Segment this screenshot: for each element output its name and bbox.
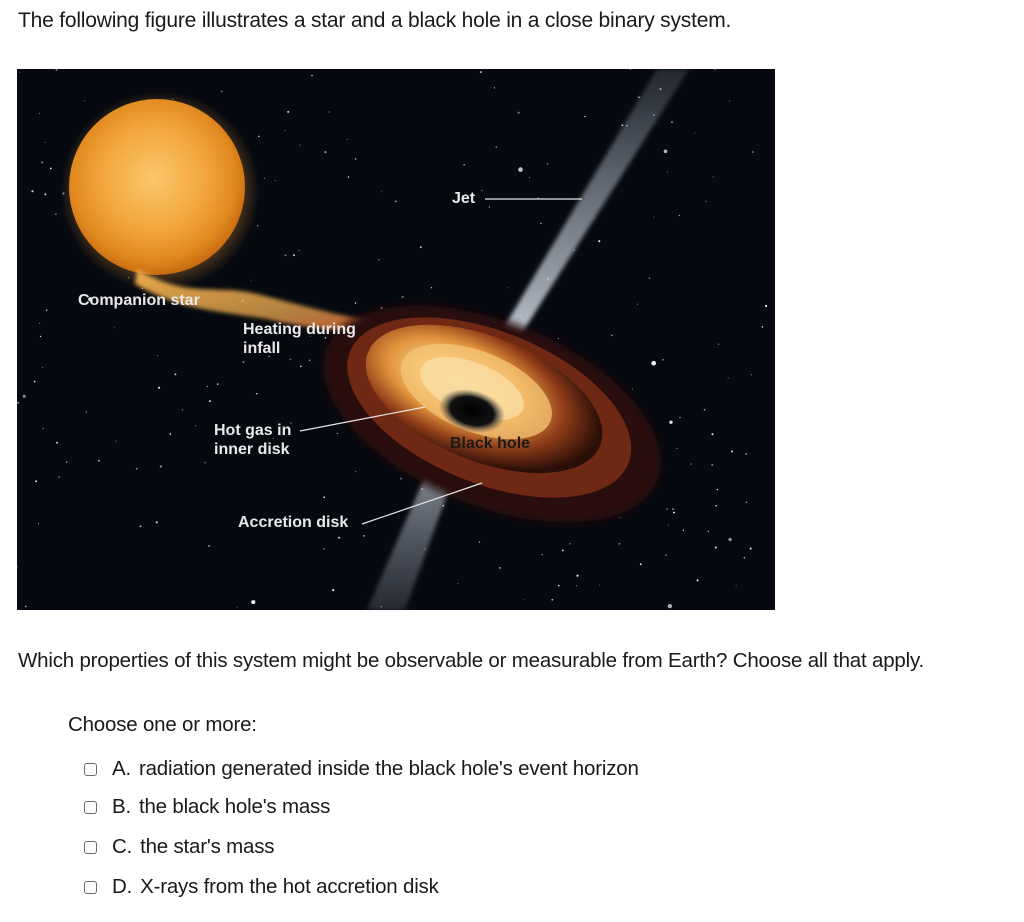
upper-jet bbox=[497, 69, 689, 341]
background-star bbox=[156, 521, 158, 523]
background-star bbox=[542, 554, 543, 555]
option-b-text: the black hole's mass bbox=[138, 795, 331, 818]
background-star bbox=[679, 417, 680, 418]
background-star bbox=[25, 606, 27, 608]
background-star bbox=[42, 367, 43, 368]
background-star bbox=[299, 145, 300, 146]
background-star bbox=[40, 336, 41, 337]
background-star bbox=[551, 599, 553, 601]
background-star bbox=[420, 246, 422, 248]
option-b-checkbox[interactable] bbox=[84, 801, 97, 814]
background-star bbox=[55, 213, 57, 215]
background-star bbox=[41, 161, 43, 163]
background-star bbox=[673, 512, 675, 514]
background-star bbox=[348, 176, 350, 178]
background-star bbox=[251, 600, 255, 604]
question-text: Which properties of this system might be observable or measurable from Earth? Choose all that apply. bbox=[18, 649, 924, 672]
background-star bbox=[208, 545, 210, 547]
background-star bbox=[499, 567, 501, 569]
background-star bbox=[668, 525, 669, 526]
background-star bbox=[481, 190, 482, 191]
label-black-hole: Black hole bbox=[450, 435, 531, 452]
background-star bbox=[518, 167, 523, 172]
background-star bbox=[182, 409, 183, 410]
background-star bbox=[632, 389, 633, 390]
background-star bbox=[355, 302, 357, 304]
background-star bbox=[518, 112, 520, 114]
background-star bbox=[729, 100, 730, 101]
background-star bbox=[664, 149, 668, 153]
background-star bbox=[116, 441, 117, 442]
background-star bbox=[257, 225, 258, 226]
background-star bbox=[39, 323, 40, 324]
background-star bbox=[431, 287, 432, 288]
label-accretion-disk: Accretion disk bbox=[238, 514, 349, 531]
background-star bbox=[728, 538, 731, 541]
background-star bbox=[195, 425, 196, 426]
label-heating-during-infall: Heating during infall bbox=[243, 321, 356, 357]
background-star bbox=[711, 433, 713, 435]
background-star bbox=[640, 563, 642, 565]
background-star bbox=[672, 508, 674, 510]
background-star bbox=[569, 543, 570, 544]
background-star bbox=[653, 217, 654, 218]
background-star bbox=[355, 158, 357, 160]
background-star bbox=[715, 505, 717, 507]
background-star bbox=[258, 136, 260, 138]
background-star bbox=[338, 537, 340, 539]
background-star bbox=[598, 240, 600, 242]
background-star bbox=[666, 508, 667, 509]
background-star bbox=[237, 607, 238, 608]
background-star bbox=[621, 124, 623, 126]
background-star bbox=[17, 402, 19, 404]
background-star bbox=[620, 517, 621, 518]
background-star bbox=[38, 523, 39, 524]
background-star bbox=[558, 338, 559, 339]
background-star bbox=[42, 428, 43, 429]
option-d[interactable] bbox=[84, 872, 439, 902]
background-star bbox=[762, 326, 764, 328]
background-star bbox=[46, 309, 48, 311]
background-star bbox=[23, 395, 26, 398]
background-star bbox=[400, 478, 402, 480]
option-d-letter: D. bbox=[112, 875, 133, 898]
background-star bbox=[662, 359, 663, 360]
background-star bbox=[275, 180, 276, 181]
background-star bbox=[324, 151, 326, 153]
background-star bbox=[489, 206, 490, 207]
background-star bbox=[347, 139, 348, 140]
background-star bbox=[311, 75, 312, 76]
background-star bbox=[750, 548, 752, 550]
background-star bbox=[714, 69, 715, 70]
background-star bbox=[299, 250, 300, 251]
background-star bbox=[45, 142, 46, 143]
background-star bbox=[728, 377, 729, 378]
background-star bbox=[17, 567, 18, 568]
background-star bbox=[300, 366, 302, 368]
option-c-letter: C. bbox=[112, 835, 133, 858]
background-star bbox=[381, 191, 382, 192]
background-star bbox=[495, 146, 497, 148]
background-star bbox=[668, 604, 672, 608]
background-star bbox=[677, 448, 678, 449]
background-star bbox=[708, 531, 709, 532]
background-star bbox=[378, 259, 379, 260]
background-star bbox=[217, 383, 219, 385]
background-star bbox=[695, 133, 696, 134]
background-star bbox=[479, 541, 480, 542]
background-star bbox=[290, 359, 292, 361]
background-star bbox=[706, 201, 707, 202]
background-star bbox=[523, 599, 524, 600]
background-star bbox=[683, 530, 684, 531]
background-star bbox=[704, 409, 706, 411]
background-star bbox=[363, 535, 365, 537]
background-star bbox=[630, 69, 631, 70]
background-star bbox=[332, 589, 334, 591]
background-star bbox=[285, 255, 287, 257]
option-b-letter: B. bbox=[112, 795, 131, 818]
background-star bbox=[58, 476, 60, 478]
background-star bbox=[529, 177, 530, 178]
background-star bbox=[209, 400, 211, 402]
background-star bbox=[691, 463, 693, 465]
background-star bbox=[576, 585, 577, 586]
choose-instruction: Choose one or more: bbox=[68, 713, 257, 736]
background-star bbox=[287, 111, 289, 113]
background-star bbox=[731, 451, 733, 453]
background-star bbox=[174, 373, 176, 375]
background-star bbox=[56, 442, 58, 444]
background-star bbox=[39, 113, 40, 114]
option-c-text: the star's mass bbox=[140, 835, 275, 858]
background-star bbox=[717, 489, 718, 490]
option-a[interactable] bbox=[84, 754, 639, 784]
background-star bbox=[329, 111, 330, 112]
background-star bbox=[309, 359, 311, 361]
background-star bbox=[508, 287, 509, 288]
background-star bbox=[744, 557, 746, 559]
background-star bbox=[243, 361, 245, 363]
background-star bbox=[751, 374, 752, 375]
background-star bbox=[98, 460, 100, 462]
background-star bbox=[665, 554, 667, 556]
background-star bbox=[480, 71, 482, 73]
background-star bbox=[584, 116, 585, 117]
background-star bbox=[540, 223, 541, 224]
background-star bbox=[649, 277, 650, 278]
background-star bbox=[671, 121, 672, 122]
background-star bbox=[765, 305, 767, 307]
label-jet: Jet bbox=[452, 190, 476, 207]
background-star bbox=[355, 471, 356, 472]
background-star bbox=[457, 583, 458, 584]
background-star bbox=[637, 304, 638, 305]
background-star bbox=[752, 151, 754, 153]
background-star bbox=[31, 190, 33, 192]
background-star bbox=[402, 296, 404, 298]
option-a-text: radiation generated inside the black hole's event horizon bbox=[138, 757, 639, 780]
background-star bbox=[618, 543, 620, 545]
background-star bbox=[651, 361, 656, 366]
background-star bbox=[558, 585, 560, 587]
background-star bbox=[715, 546, 717, 548]
background-star bbox=[221, 91, 222, 92]
background-star bbox=[538, 197, 539, 198]
background-star bbox=[745, 453, 747, 455]
background-star bbox=[381, 307, 383, 309]
background-star bbox=[160, 465, 162, 467]
background-star bbox=[736, 585, 737, 586]
background-star bbox=[679, 215, 680, 216]
figure-illustration bbox=[17, 69, 775, 610]
background-star bbox=[547, 163, 549, 165]
label-hot-gas-inner-disk: Hot gas in inner disk bbox=[214, 422, 292, 458]
background-star bbox=[746, 502, 748, 504]
companion-star bbox=[69, 99, 245, 275]
background-star bbox=[713, 177, 714, 178]
background-star bbox=[35, 480, 37, 482]
background-star bbox=[20, 72, 21, 73]
background-star bbox=[494, 87, 495, 88]
background-star bbox=[718, 344, 719, 345]
background-star bbox=[158, 387, 160, 389]
background-star bbox=[256, 393, 258, 395]
background-star bbox=[34, 381, 36, 383]
background-star bbox=[463, 164, 465, 166]
label-companion-star: Companion star bbox=[78, 292, 200, 309]
background-star bbox=[576, 575, 578, 577]
background-star bbox=[86, 411, 87, 412]
background-star bbox=[669, 420, 672, 423]
background-star bbox=[84, 100, 85, 101]
background-star bbox=[293, 254, 295, 256]
background-star bbox=[284, 130, 285, 131]
background-star bbox=[56, 69, 58, 71]
background-star bbox=[264, 178, 265, 179]
option-a-letter: A. bbox=[112, 757, 131, 780]
background-star bbox=[337, 433, 338, 434]
background-star bbox=[638, 97, 640, 99]
option-b[interactable] bbox=[84, 792, 330, 822]
background-star bbox=[66, 461, 67, 462]
background-star bbox=[562, 550, 564, 552]
background-star bbox=[323, 496, 325, 498]
background-star bbox=[157, 355, 158, 356]
option-c-checkbox[interactable] bbox=[84, 841, 97, 854]
background-star bbox=[140, 525, 142, 527]
background-star bbox=[136, 468, 138, 470]
background-star bbox=[114, 327, 115, 328]
background-star bbox=[323, 548, 324, 549]
background-star bbox=[251, 280, 252, 281]
background-star bbox=[50, 168, 52, 170]
intro-text: The following figure illustrates a star and a black hole in a close binary system. bbox=[18, 9, 732, 32]
background-star bbox=[44, 193, 46, 195]
background-star bbox=[667, 171, 668, 172]
option-d-text: X-rays from the hot accretion disk bbox=[140, 875, 439, 898]
background-star bbox=[204, 462, 205, 463]
option-a-checkbox[interactable] bbox=[84, 763, 97, 776]
binary-system-figure bbox=[17, 69, 775, 610]
background-star bbox=[599, 584, 600, 585]
background-star bbox=[711, 464, 713, 466]
option-d-checkbox[interactable] bbox=[84, 881, 97, 894]
background-star bbox=[395, 200, 397, 202]
background-star bbox=[170, 433, 171, 434]
option-c[interactable] bbox=[84, 832, 274, 862]
background-star bbox=[697, 579, 699, 581]
background-star bbox=[611, 335, 613, 337]
background-star bbox=[207, 386, 208, 387]
